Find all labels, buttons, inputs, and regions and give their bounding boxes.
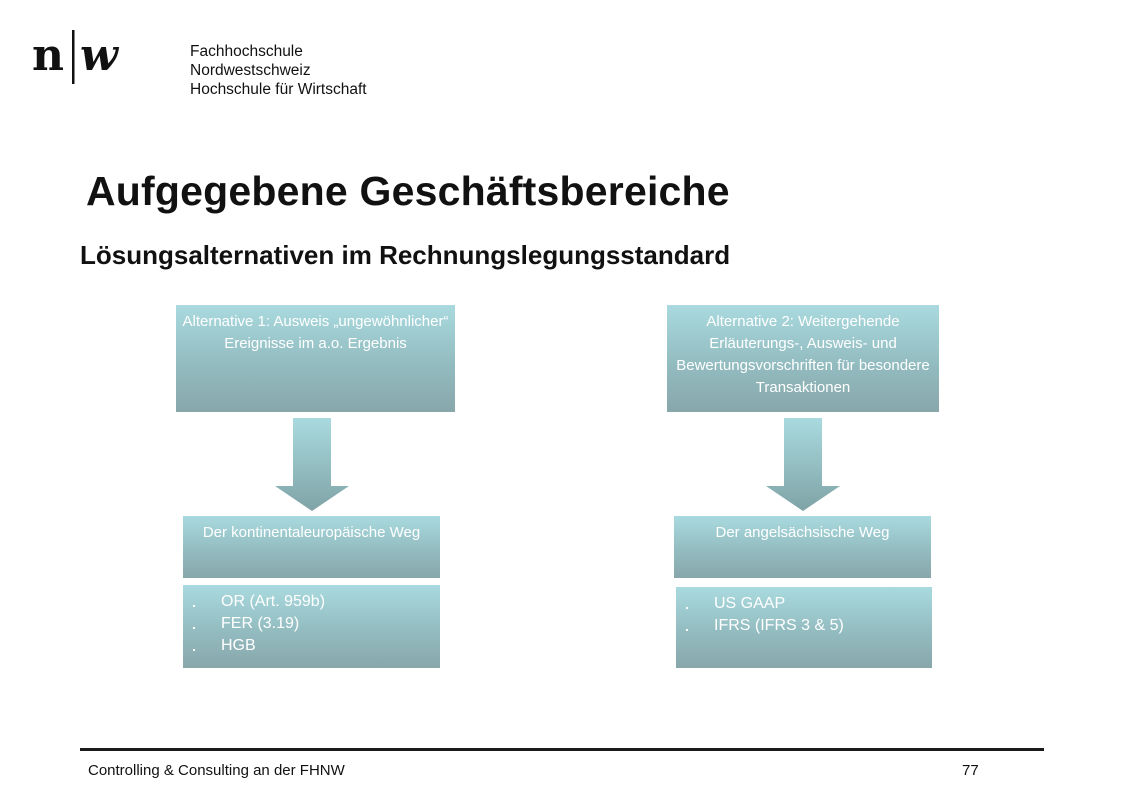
list-item: OR (Art. 959b) <box>193 591 440 613</box>
continental-way-box <box>183 516 440 578</box>
alternative-2-text: Alternative 2: Weitergehende Erläuterungs-, Ausweis- und Bewertungsvorschriften für besondere Transaktionen <box>676 313 930 396</box>
svg-text:n: n <box>32 30 64 81</box>
slide-title: Aufgegebene Geschäftsbereiche <box>86 168 730 214</box>
footer-text: Controlling & Consulting an der FHNW <box>88 762 345 779</box>
list-item: IFRS (IFRS 3 & 5) <box>686 615 932 637</box>
slide-subtitle: Lösungsalternativen im Rechnungslegungsstandard <box>80 240 731 270</box>
alternative-1-text: Alternative 1: Ausweis „ungewöhnlicher“ Ereignisse im a.o. Ergebnis <box>182 313 449 352</box>
list-item: FER (3.19) <box>193 613 440 635</box>
logo-line-1: Fachhochschule Nordwestschweiz <box>190 43 311 79</box>
list-item: HGB <box>193 635 440 657</box>
page-number: 77 <box>962 762 979 779</box>
down-arrow-right <box>764 418 842 512</box>
anglo-saxon-standards-list <box>686 593 932 637</box>
logo-text <box>190 42 412 99</box>
continental-standards-list <box>193 591 440 657</box>
anglo-saxon-standards-box <box>676 587 932 668</box>
down-arrow-left <box>273 418 351 512</box>
list-item: US GAAP <box>686 593 932 615</box>
svg-text:w: w <box>80 30 118 81</box>
alternative-1-box <box>176 305 455 412</box>
anglo-saxon-way-text: Der angelsächsische Weg <box>715 524 890 541</box>
alternative-2-box <box>667 305 939 412</box>
anglo-saxon-way-box <box>674 516 931 578</box>
footer-divider <box>80 748 1044 751</box>
continental-way-text: Der kontinentaleuropäische Weg <box>202 524 421 541</box>
fhnw-logo <box>32 24 412 98</box>
continental-standards-box <box>183 585 440 668</box>
logo-line-2: Hochschule für Wirtschaft <box>190 81 367 98</box>
nw-logo-mark <box>32 24 152 88</box>
